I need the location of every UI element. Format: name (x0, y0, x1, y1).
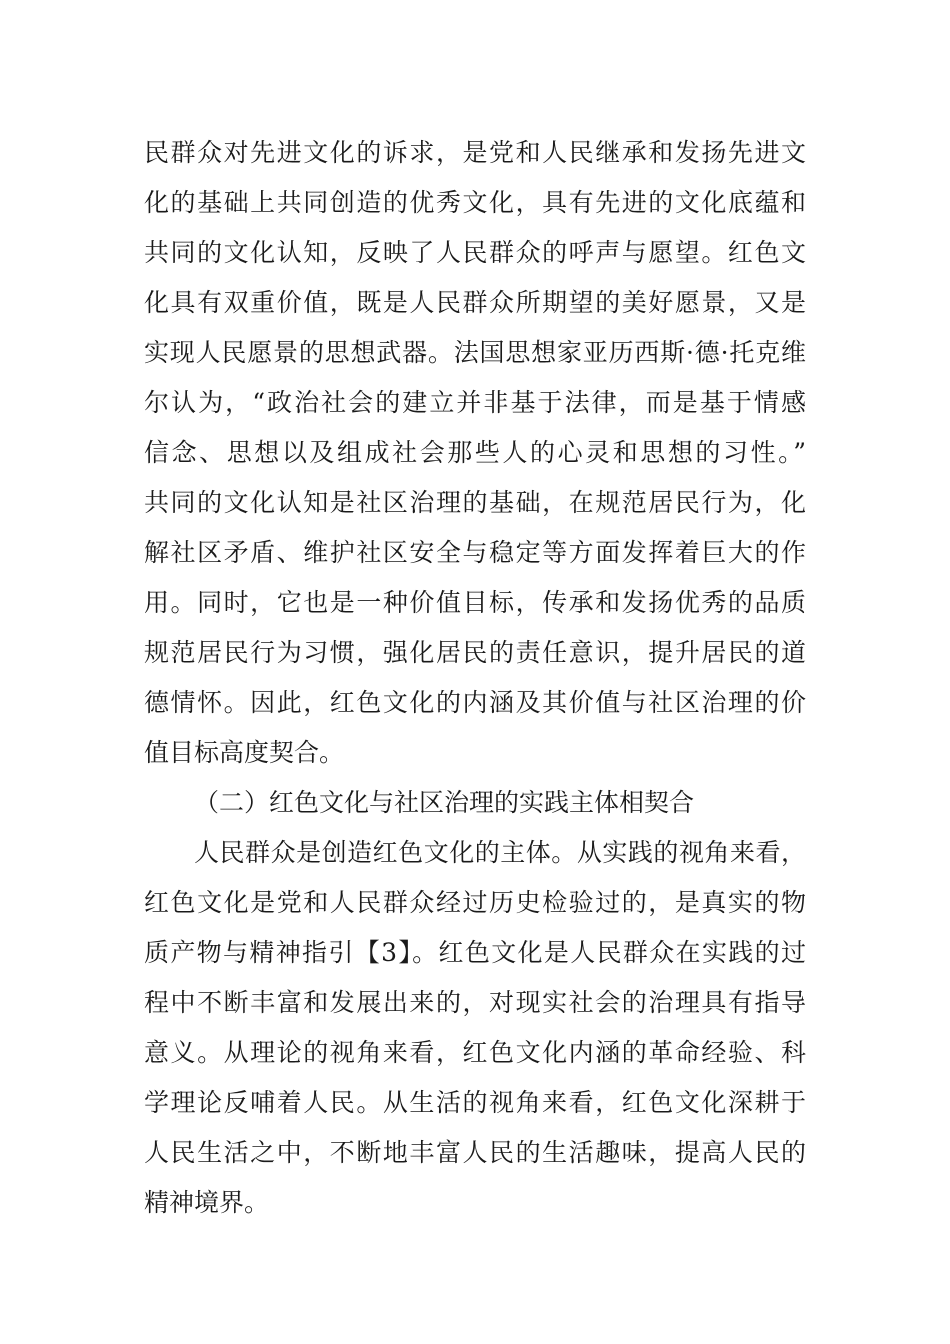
text-line: 程中不断丰富和发展出来的，对现实社会的治理具有指导 (144, 988, 806, 1017)
text-line: 意义。从理论的视角来看，红色文化内涵的革命经验、科 (144, 1038, 806, 1067)
text-line: 人民生活之中，不断地丰富人民的生活趣味，提高人民的 (144, 1138, 806, 1167)
text-line: 用。同时，它也是一种价值目标，传承和发扬优秀的品质 (144, 588, 806, 617)
paragraph-2 (144, 828, 806, 1228)
text-line: 共同的文化认知是社区治理的基础，在规范居民行为，化 (144, 488, 806, 517)
text-line: 化具有双重价值，既是人民群众所期望的美好愿景，又是 (144, 288, 806, 317)
text-line: 解社区矛盾、维护社区安全与稳定等方面发挥着巨大的作 (144, 538, 806, 567)
text-line: 化的基础上共同创造的优秀文化，具有先进的文化底蕴和 (144, 188, 806, 217)
section-heading: （二）红色文化与社区治理的实践主体相契合 (194, 788, 695, 817)
text-line: 共同的文化认知，反映了人民群众的呼声与愿望。红色文 (144, 238, 806, 267)
text-line: 尔认为，“政治社会的建立并非基于法律，而是基于情感 (144, 388, 806, 417)
text-line: 实现人民愿景的思想武器。法国思想家亚历西斯·德·托克维 (144, 338, 806, 367)
text-line: 规范居民行为习惯，强化居民的责任意识，提升居民的道 (144, 638, 806, 667)
text-line: 人民群众是创造红色文化的主体。从实践的视角来看， (194, 838, 806, 867)
text-line: 质产物与精神指引【3】。红色文化是人民群众在实践的过 (144, 938, 806, 967)
text-line: 精神境界。 (144, 1188, 270, 1217)
text-line: 民群众对先进文化的诉求，是党和人民继承和发扬先进文 (144, 138, 806, 167)
text-line: 红色文化是党和人民群众经过历史检验过的，是真实的物 (144, 888, 806, 917)
text-line: 学理论反哺着人民。从生活的视角来看，红色文化深耕于 (144, 1088, 806, 1117)
text-line: 德情怀。因此，红色文化的内涵及其价值与社区治理的价 (144, 688, 806, 717)
text-line: 信念、思想以及组成社会那些人的心灵和思想的习性。” (144, 438, 806, 467)
text-line: 值目标高度契合。 (144, 738, 345, 767)
paragraph-1 (144, 128, 806, 778)
document-body (144, 128, 806, 1228)
